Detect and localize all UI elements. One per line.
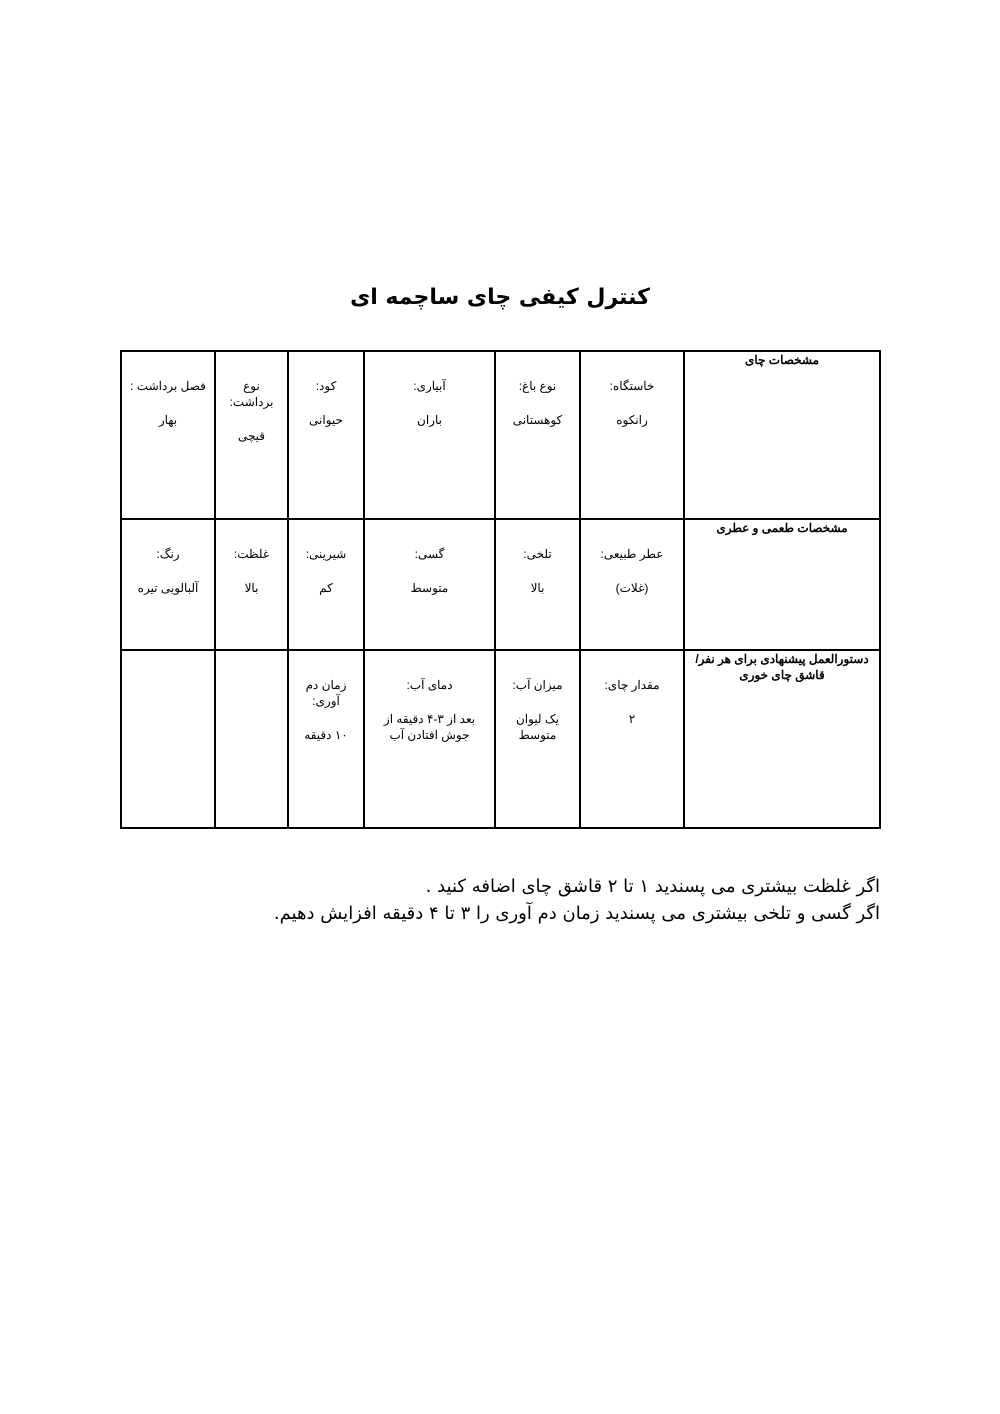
cell-water-amount [495,650,580,828]
cell-value: باران [417,413,442,427]
cell-label: تلخی: [523,547,552,561]
cell-label: عطر طبیعی: [600,547,664,561]
cell-tea-amount [580,650,684,828]
row-header-brewing-instructions: دستورالعمل پیشنهادی برای هر نفر/ قاشق چای خوری [684,650,880,828]
cell-value: آلبالویی تیره [137,581,199,595]
note-line: اگر گسی و تلخی بیشتری می پسندید زمان دم آوری را ۳ تا ۴ دقیقه افزایش دهیم. [273,903,880,924]
cell-label: مقدار چای: [604,678,660,692]
cell-label: میزان آب: [512,678,563,692]
row-header-taste-aroma: مشخصات طعمی و عطری [684,519,880,650]
cell-value: ۲ [628,712,636,726]
cell-empty [121,650,215,828]
cell-value: متوسط [410,581,449,595]
cell-empty [215,650,288,828]
cell-label: فصل برداشت : [130,379,206,393]
cell-label: کود: [315,379,337,393]
cell-value: کم [319,581,333,595]
cell-value: بهار [158,413,178,427]
cell-brewing-time [288,650,364,828]
cell-value: یک لیوان متوسط [515,712,560,742]
cell-harvest-season [121,351,215,519]
cell-bitterness [495,519,580,650]
cell-value: ۱۰ دقیقه [304,728,348,742]
cell-water-temperature [364,650,495,828]
tea-spec-table [120,350,881,829]
cell-label: نوع باغ: [518,379,557,393]
cell-natural-aroma [580,519,684,650]
cell-harvest-type [215,351,288,519]
notes-section [120,873,880,927]
cell-astringency [364,519,495,650]
cell-value: قیچی [237,429,266,443]
cell-label: رنگ: [156,547,180,561]
cell-label: نوع برداشت: [229,379,274,409]
row-header-tea-specs: مشخصات چای [684,351,880,519]
cell-label [128,651,208,677]
table-row-tea-specs [121,351,880,519]
table-row-taste-aroma [121,519,880,650]
cell-value: کوهستانی [512,413,563,427]
cell-label: خاستگاه: [609,379,655,393]
cell-origin [580,351,684,519]
cell-label: زمان دم آوری: [305,678,347,708]
note-line: اگر غلظت بیشتری می پسندید ۱ تا ۲ قاشق چای اضافه کنید . [425,876,880,897]
cell-value: بالا [530,581,545,595]
cell-label [222,651,281,677]
cell-color [121,519,215,650]
page-title: کنترل کیفی چای ساچمه ای [350,285,650,310]
cell-label: غلظت: [233,547,270,561]
cell-label: دمای آب: [406,678,453,692]
cell-sweetness [288,519,364,650]
cell-value: (غلات) [615,581,649,595]
table-row-brewing-instructions [121,650,880,828]
cell-value: رانکوه [616,413,648,427]
cell-label: آبیاری: [413,379,446,393]
cell-thickness [215,519,288,650]
cell-label: گسی: [414,547,445,561]
cell-fertilizer [288,351,364,519]
cell-value: بالا [244,581,259,595]
cell-value: بعد از ۳-۴ دقیقه از جوش افتادن آب [383,712,476,742]
cell-garden-type [495,351,580,519]
cell-value: حیوانی [309,413,343,427]
cell-irrigation [364,351,495,519]
cell-label: شیرینی: [305,547,347,561]
